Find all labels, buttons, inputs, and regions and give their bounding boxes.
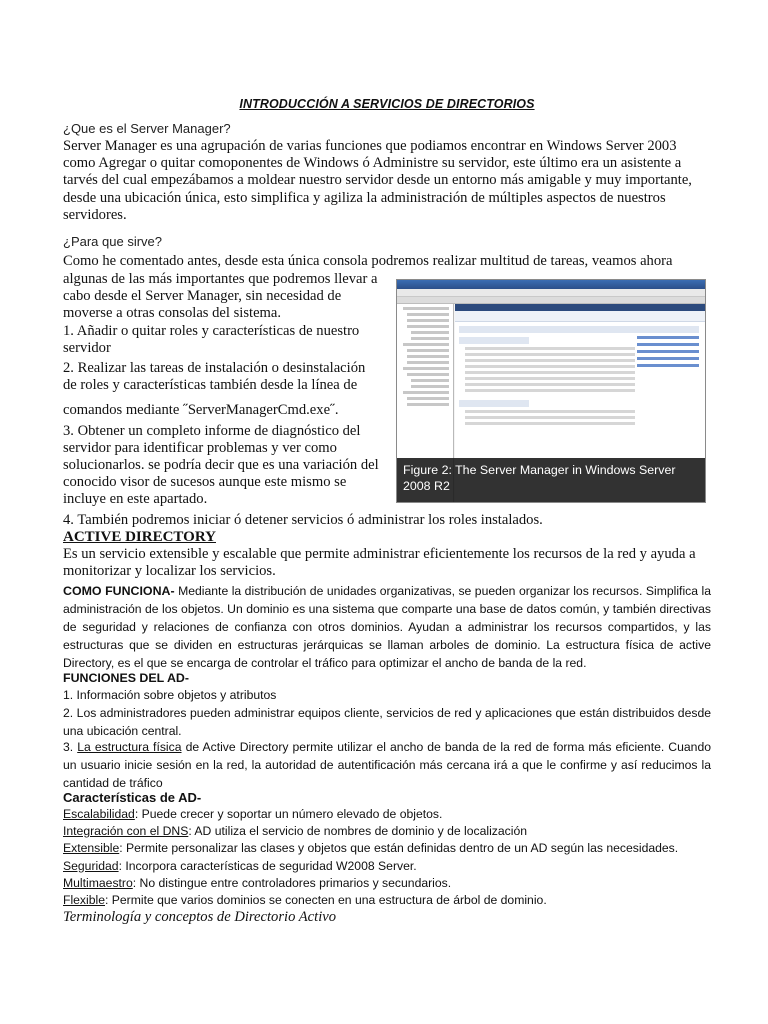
caracteristica-term: Seguridad xyxy=(63,858,119,873)
caracteristica-item xyxy=(63,892,711,909)
figure-caption: Figure 2: The Server Manager in Windows Server 2008 R2 xyxy=(397,458,705,502)
caracteristica-term: Integración con el DNS xyxy=(63,824,189,839)
caracteristica-item xyxy=(63,858,711,875)
funcion-item-2: 2. Los administradores pueden administrar equipos cliente, servicios de red y aplicaciones que están distribuidos desde una ubicación central. xyxy=(63,706,711,738)
funciones-heading: FUNCIONES DEL AD- xyxy=(63,671,189,685)
caracteristica-term: Flexible xyxy=(63,893,105,908)
paragraph-server-manager: Server Manager es una agrupación de varias funciones que podiamos encontrar en Windows Server 2003 como Agregar o quitar comoponentes de Windows ó Administre su servidor, este último era un asistente a tarvés del cual empezábamos a moldear nuestro servidor desde un entorno más amigable y muy importante, desde una ubicación única, esto simplifica y agiliza la administración de múltiples aspectos de nuestros servidores. xyxy=(63,138,692,223)
caracteristica-text: : Permite que varios dominios se conecten en una estructura de árbol de dominio. xyxy=(105,893,547,908)
como-funciona-text: Mediante la distribución de unidades organizativas, se pueden organizar los recursos. Simplifica la administración de los objetos. Un dominio es una sistema que comparte una base de datos común, y también directivas de seguridad y relaciones de confianza con otros dominios. Ayudan a administrar los recursos compartidos, y las estructuras que se dividen en estructuras jerárquicas se llaman arboles de dominio. La estructura física de active Directory, es el que se encarga de controlar el tráfico para optimizar el ancho de banda de la red. xyxy=(63,584,711,670)
caracteristica-term: Escalabilidad xyxy=(63,807,135,821)
list-item-2a: 2. Realizar las tareas de instalación o desinstalación de roles y características también desde la línea de xyxy=(63,360,366,393)
figure-window-titlebar xyxy=(397,280,705,289)
caracteristica-item xyxy=(63,840,711,857)
question-what-for: ¿Para que sirve? xyxy=(63,234,162,249)
funcion-item-3-text: de Active Directory permite utilizar el ancho de banda de la red de forma más eficiente. Cuando un usuario inicie sesión en la red, la autoridad de autentificación más cercana irá a que le confirme y así reducimos la cantidad de tráfico xyxy=(63,740,711,790)
paragraph-intro-rest: algunas de las más importantes que podremos llevar a cabo desde el Server Manager, sin necesidad de moverse a otras consolas del sistema. xyxy=(63,271,378,321)
paragraph-intro-line: Como he comentado antes, desde esta única consola podremos realizar multitud de tareas, veamos ahora xyxy=(63,253,673,269)
question-what-is: ¿Que es el Server Manager? xyxy=(63,121,231,136)
caracteristica-text: : Incorpora características de seguridad W2008 Server. xyxy=(118,858,417,873)
como-funciona-paragraph xyxy=(63,582,711,672)
funcion-item-3-number: 3. xyxy=(63,740,78,754)
server-manager-figure xyxy=(396,279,706,503)
funcion-item-3 xyxy=(63,738,711,792)
caracteristica-item xyxy=(63,806,711,823)
caracteristicas-heading: Características de AD- xyxy=(63,790,202,805)
caracteristica-term: Multimaestro xyxy=(63,875,133,890)
caracteristica-item xyxy=(63,823,711,840)
terminologia-heading: Terminología y conceptos de Directorio Activo xyxy=(63,909,337,925)
caracteristica-text: : Puede crecer y soportar un número elevado de objetos. xyxy=(134,807,443,821)
caracteristica-text: : Permite personalizar las clases y objetos que están definidas dentro de un AD según las necesidades. xyxy=(119,841,679,856)
caracteristicas-list xyxy=(63,806,711,909)
list-item-1: 1. Añadir o quitar roles y características de nuestro servidor xyxy=(63,323,360,356)
active-directory-paragraph: Es un servicio extensible y escalable que permite administrar eficientemente los recursos de la red y ayuda a monitorizar y localizar los servicios. xyxy=(63,546,696,580)
active-directory-heading: ACTIVE DIRECTORY xyxy=(63,529,216,545)
como-funciona-label: COMO FUNCIONA- xyxy=(63,584,175,598)
funcion-item-1: 1. Información sobre objetos y atributos xyxy=(63,688,277,702)
caracteristica-text: : AD utiliza el servicio de nombres de dominio y de localización xyxy=(188,824,528,839)
figure-window-toolbar xyxy=(397,297,705,304)
caracteristica-item xyxy=(63,875,711,892)
figure-window-menubar xyxy=(397,289,705,297)
funcion-item-3-term: La estructura física xyxy=(77,740,182,754)
list-item-4: 4. También podremos iniciar ó detener servicios ó administrar los roles instalados. xyxy=(63,512,543,528)
list-item-3: 3. Obtener un completo informe de diagnóstico del servidor para identificar problemas y ver como solucionarlos. se podría decir que es una variación del conocido visor de sucesos aunque este mismo se incluye en este apartado. xyxy=(63,423,379,507)
document-title: INTRODUCCIÓN A SERVICIOS DE DIRECTORIOS xyxy=(239,97,535,111)
list-item-2b: comandos mediante ˝ServerManagerCmd.exe˝. xyxy=(63,402,339,418)
caracteristica-term: Extensible xyxy=(63,841,120,856)
caracteristica-text: : No distingue entre controladores primarios y secundarios. xyxy=(132,875,452,890)
